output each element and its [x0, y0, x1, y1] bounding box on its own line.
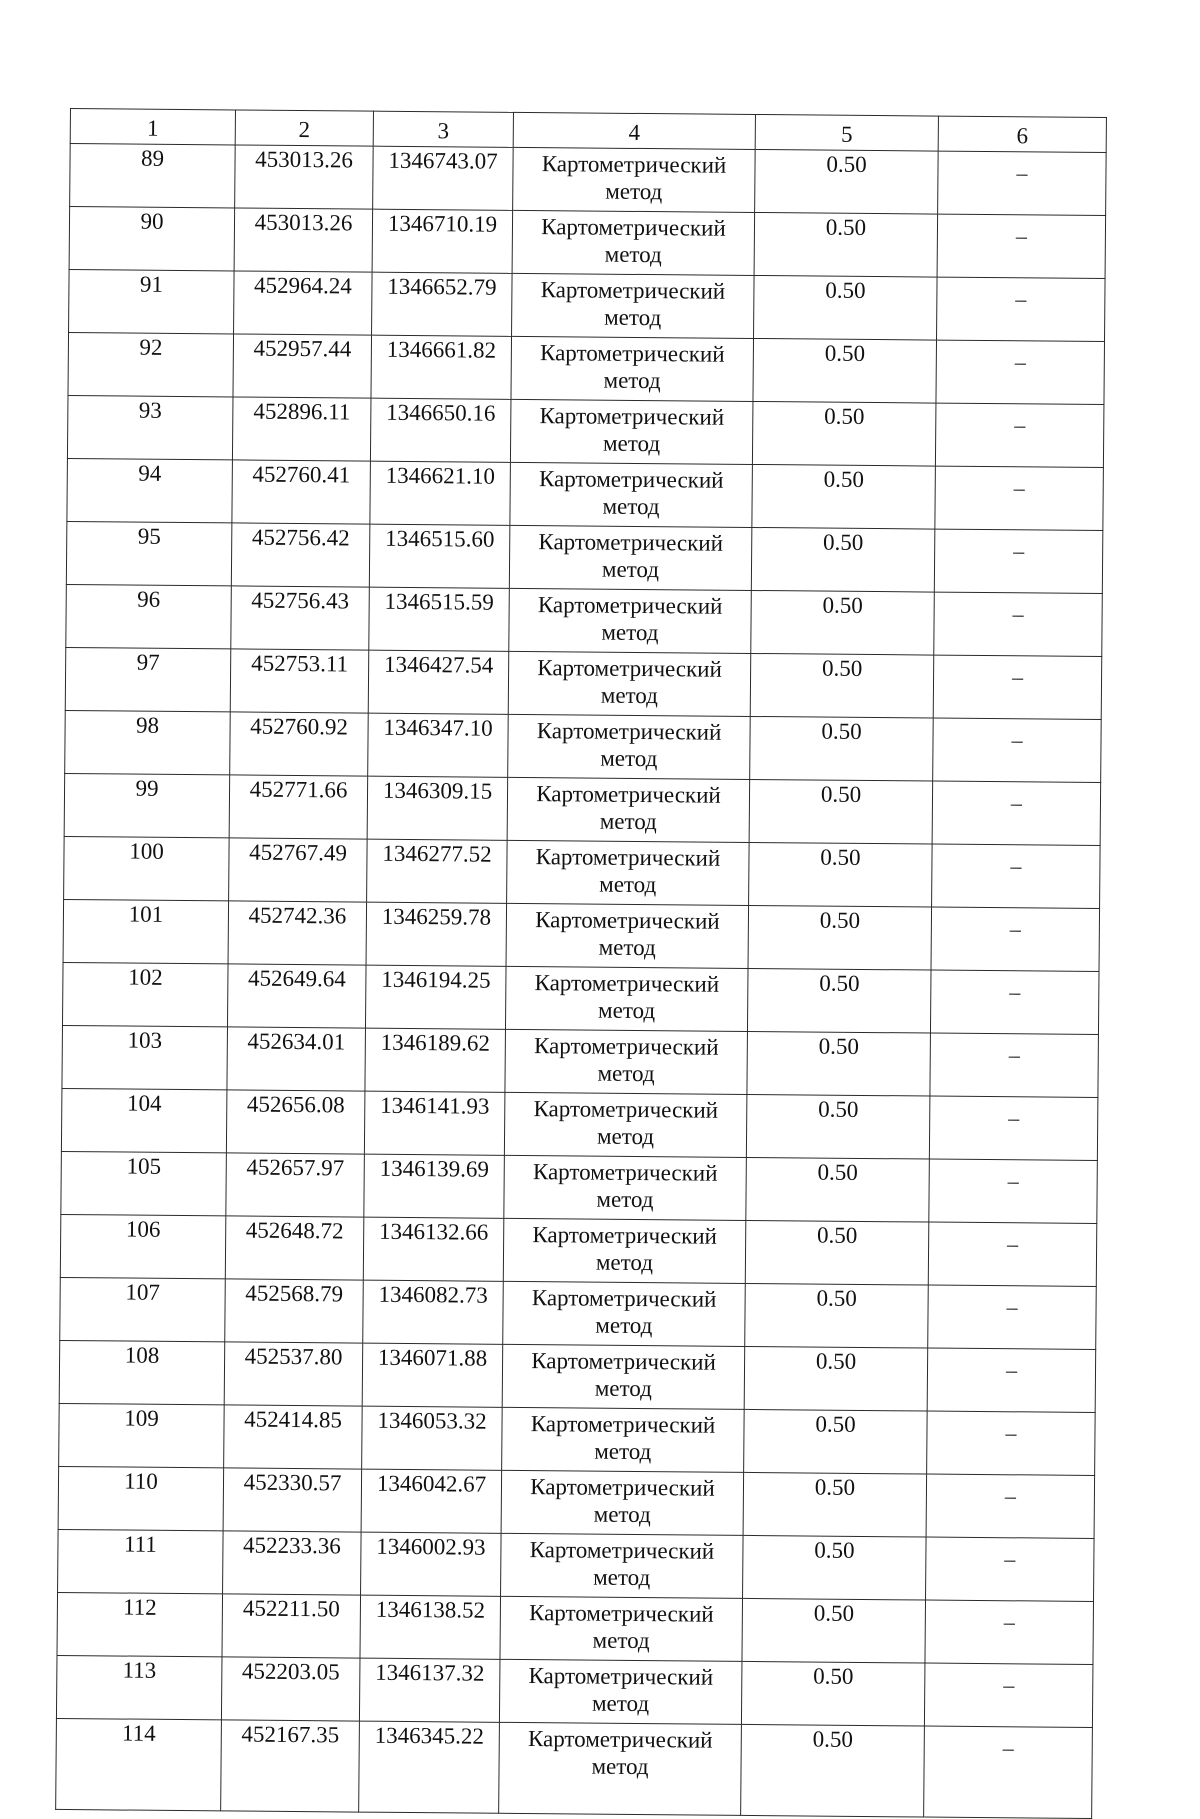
x-coordinate-cell: 452657.97 — [226, 1153, 365, 1217]
note-cell: – — [933, 718, 1102, 782]
table-body — [56, 144, 1106, 1819]
method-cell: Картометрический метод — [499, 1659, 742, 1724]
method-cell: Картометрический метод — [510, 399, 753, 464]
point-number-cell: 105 — [61, 1151, 227, 1215]
note-cell: – — [935, 403, 1104, 467]
method-cell: Картометрический метод — [513, 147, 756, 212]
y-coordinate-cell: 1346661.82 — [371, 335, 512, 399]
x-coordinate-cell: 452656.08 — [226, 1090, 365, 1154]
note-cell: – — [927, 1348, 1096, 1412]
y-coordinate-cell: 1346053.32 — [362, 1406, 503, 1470]
note-cell: – — [926, 1537, 1095, 1601]
accuracy-cell: 0.50 — [752, 464, 936, 529]
method-cell: Картометрический метод — [507, 840, 750, 905]
method-cell: Картометрический метод — [502, 1344, 745, 1409]
table-row — [62, 1025, 1099, 1097]
table-row — [69, 269, 1106, 341]
accuracy-cell: 0.50 — [747, 1031, 931, 1096]
y-coordinate-cell: 1346347.10 — [368, 713, 509, 777]
table-row — [58, 1466, 1095, 1538]
table-row — [70, 144, 1107, 216]
x-coordinate-cell: 452167.35 — [221, 1720, 360, 1812]
y-coordinate-cell: 1346621.10 — [370, 461, 511, 525]
note-cell: – — [928, 1285, 1097, 1349]
accuracy-cell: 0.50 — [750, 716, 934, 781]
note-cell: – — [924, 1726, 1093, 1818]
note-cell: – — [931, 907, 1100, 971]
table-row — [58, 1529, 1095, 1601]
point-number-cell: 96 — [66, 584, 232, 648]
note-cell: – — [938, 151, 1107, 215]
x-coordinate-cell: 453013.26 — [234, 208, 373, 272]
x-coordinate-cell: 452648.72 — [225, 1216, 364, 1280]
accuracy-cell: 0.50 — [741, 1724, 925, 1817]
accuracy-cell: 0.50 — [745, 1220, 929, 1285]
y-coordinate-cell: 1346189.62 — [365, 1028, 506, 1092]
method-cell: Картометрический метод — [506, 903, 749, 968]
accuracy-cell: 0.50 — [751, 590, 935, 655]
point-number-cell: 92 — [68, 332, 234, 396]
accuracy-cell: 0.50 — [754, 275, 938, 340]
table-row — [67, 458, 1104, 530]
x-coordinate-cell: 452760.92 — [230, 712, 369, 776]
coordinates-table — [55, 108, 1107, 1819]
accuracy-cell: 0.50 — [755, 149, 939, 214]
method-cell: Картометрический метод — [508, 714, 751, 779]
header-col-5: 5 — [755, 114, 938, 151]
note-cell: – — [937, 277, 1106, 341]
table-row — [69, 207, 1106, 279]
y-coordinate-cell: 1346652.79 — [372, 272, 513, 336]
note-cell: – — [929, 1096, 1098, 1160]
table-row — [62, 962, 1099, 1034]
note-cell: – — [932, 844, 1101, 908]
method-cell: Картометрический метод — [512, 273, 755, 338]
method-cell: Картометрический метод — [510, 462, 753, 527]
x-coordinate-cell: 452767.49 — [229, 838, 368, 902]
accuracy-cell: 0.50 — [754, 212, 938, 277]
y-coordinate-cell: 1346042.67 — [361, 1469, 502, 1533]
note-cell: – — [925, 1600, 1094, 1664]
method-cell: Картометрический метод — [503, 1281, 746, 1346]
point-number-cell: 89 — [70, 144, 236, 208]
x-coordinate-cell: 452957.44 — [233, 334, 372, 398]
x-coordinate-cell: 452568.79 — [225, 1279, 364, 1343]
accuracy-cell: 0.50 — [744, 1409, 928, 1474]
point-number-cell: 97 — [65, 647, 231, 711]
table-row — [61, 1088, 1098, 1160]
y-coordinate-cell: 1346277.52 — [367, 839, 508, 903]
note-cell: – — [929, 1159, 1098, 1223]
x-coordinate-cell: 452760.41 — [232, 460, 371, 524]
y-coordinate-cell: 1346710.19 — [372, 209, 513, 273]
point-number-cell: 100 — [64, 836, 230, 900]
method-cell: Картометрический метод — [511, 336, 754, 401]
point-number-cell: 102 — [62, 962, 228, 1026]
x-coordinate-cell: 452211.50 — [222, 1594, 361, 1658]
method-cell: Картометрический метод — [512, 210, 755, 275]
y-coordinate-cell: 1346082.73 — [363, 1280, 504, 1344]
x-coordinate-cell: 452756.43 — [231, 586, 370, 650]
method-cell: Картометрический метод — [509, 588, 752, 653]
method-cell: Картометрический метод — [499, 1722, 742, 1815]
accuracy-cell: 0.50 — [750, 653, 934, 718]
point-number-cell: 110 — [58, 1466, 224, 1530]
note-cell: – — [930, 1033, 1099, 1097]
point-number-cell: 91 — [69, 269, 235, 333]
x-coordinate-cell: 452537.80 — [224, 1342, 363, 1406]
note-cell: – — [936, 340, 1105, 404]
x-coordinate-cell: 452756.42 — [231, 523, 370, 587]
accuracy-cell: 0.50 — [749, 779, 933, 844]
method-cell: Картометрический метод — [504, 1155, 747, 1220]
point-number-cell: 99 — [64, 773, 230, 837]
y-coordinate-cell: 1346515.60 — [369, 524, 510, 588]
header-col-2: 2 — [235, 110, 373, 146]
method-cell: Картометрический метод — [502, 1407, 745, 1472]
table-row — [63, 899, 1100, 971]
point-number-cell: 94 — [67, 458, 233, 522]
y-coordinate-cell: 1346137.32 — [359, 1658, 500, 1722]
table-row — [59, 1340, 1096, 1412]
point-number-cell: 95 — [66, 521, 232, 585]
x-coordinate-cell: 452414.85 — [224, 1405, 363, 1469]
note-cell: – — [926, 1474, 1095, 1538]
note-cell: – — [930, 970, 1099, 1034]
note-cell: – — [934, 529, 1103, 593]
header-col-6: 6 — [938, 116, 1106, 152]
x-coordinate-cell: 452634.01 — [227, 1027, 366, 1091]
note-cell: – — [937, 214, 1106, 278]
y-coordinate-cell: 1346650.16 — [370, 398, 511, 462]
method-cell: Картометрический метод — [507, 777, 750, 842]
header-col-3: 3 — [373, 111, 513, 147]
y-coordinate-cell: 1346194.25 — [365, 965, 506, 1029]
header-col-4: 4 — [513, 112, 755, 149]
accuracy-cell: 0.50 — [752, 401, 936, 466]
table-row — [65, 710, 1102, 782]
point-number-cell: 108 — [59, 1340, 225, 1404]
accuracy-cell: 0.50 — [749, 842, 933, 907]
y-coordinate-cell: 1346427.54 — [368, 650, 509, 714]
y-coordinate-cell: 1346743.07 — [373, 146, 514, 210]
y-coordinate-cell: 1346138.52 — [360, 1595, 501, 1659]
method-cell: Картометрический метод — [500, 1596, 743, 1661]
accuracy-cell: 0.50 — [751, 527, 935, 592]
point-number-cell: 103 — [62, 1025, 228, 1089]
accuracy-cell: 0.50 — [741, 1661, 925, 1726]
x-coordinate-cell: 452203.05 — [221, 1657, 360, 1721]
point-number-cell: 111 — [58, 1529, 224, 1593]
table-row — [56, 1655, 1093, 1727]
method-cell: Картометрический метод — [505, 1029, 748, 1094]
table-row — [66, 584, 1103, 656]
table-row — [66, 521, 1103, 593]
accuracy-cell: 0.50 — [742, 1598, 926, 1663]
method-cell: Картометрический метод — [501, 1533, 744, 1598]
table-row — [64, 773, 1101, 845]
accuracy-cell: 0.50 — [745, 1283, 929, 1348]
table-row — [59, 1403, 1096, 1475]
x-coordinate-cell: 452330.57 — [223, 1468, 362, 1532]
note-cell: – — [932, 781, 1101, 845]
x-coordinate-cell: 452964.24 — [234, 271, 373, 335]
x-coordinate-cell: 452896.11 — [232, 397, 371, 461]
y-coordinate-cell: 1346515.59 — [369, 587, 510, 651]
note-cell: – — [934, 592, 1103, 656]
point-number-cell: 112 — [57, 1592, 223, 1656]
point-number-cell: 90 — [69, 207, 235, 271]
accuracy-cell: 0.50 — [753, 338, 937, 403]
x-coordinate-cell: 452233.36 — [223, 1531, 362, 1595]
table-row — [60, 1277, 1097, 1349]
point-number-cell: 113 — [56, 1655, 222, 1719]
point-number-cell: 106 — [60, 1214, 226, 1278]
x-coordinate-cell: 452771.66 — [229, 775, 368, 839]
y-coordinate-cell: 1346345.22 — [359, 1721, 500, 1813]
header-col-1: 1 — [70, 109, 235, 145]
method-cell: Картометрический метод — [501, 1470, 744, 1535]
table-row — [56, 1718, 1093, 1818]
accuracy-cell: 0.50 — [744, 1346, 928, 1411]
point-number-cell: 107 — [60, 1277, 226, 1341]
note-cell: – — [933, 655, 1102, 719]
y-coordinate-cell: 1346132.66 — [363, 1217, 504, 1281]
y-coordinate-cell: 1346139.69 — [364, 1154, 505, 1218]
point-number-cell: 98 — [65, 710, 231, 774]
table-row — [67, 395, 1104, 467]
table-row — [64, 836, 1101, 908]
note-cell: – — [927, 1411, 1096, 1475]
method-cell: Картометрический метод — [503, 1218, 746, 1283]
method-cell: Картометрический метод — [505, 966, 748, 1031]
table-row — [60, 1214, 1097, 1286]
method-cell: Картометрический метод — [509, 525, 752, 590]
table-row — [65, 647, 1102, 719]
accuracy-cell: 0.50 — [743, 1535, 927, 1600]
accuracy-cell: 0.50 — [746, 1094, 930, 1159]
method-cell: Картометрический метод — [504, 1092, 747, 1157]
note-cell: – — [935, 466, 1104, 530]
y-coordinate-cell: 1346141.93 — [364, 1091, 505, 1155]
point-number-cell: 104 — [61, 1088, 227, 1152]
x-coordinate-cell: 453013.26 — [235, 145, 374, 209]
accuracy-cell: 0.50 — [748, 905, 932, 970]
point-number-cell: 114 — [56, 1718, 222, 1810]
x-coordinate-cell: 452753.11 — [230, 649, 369, 713]
x-coordinate-cell: 452649.64 — [227, 964, 366, 1028]
note-cell: – — [928, 1222, 1097, 1286]
y-coordinate-cell: 1346071.88 — [362, 1343, 503, 1407]
point-number-cell: 109 — [59, 1403, 225, 1467]
point-number-cell: 101 — [63, 899, 229, 963]
point-number-cell: 93 — [67, 395, 233, 459]
accuracy-cell: 0.50 — [747, 968, 931, 1033]
y-coordinate-cell: 1346002.93 — [361, 1532, 502, 1596]
accuracy-cell: 0.50 — [743, 1472, 927, 1537]
method-cell: Картометрический метод — [508, 651, 751, 716]
accuracy-cell: 0.50 — [746, 1157, 930, 1222]
y-coordinate-cell: 1346309.15 — [367, 776, 508, 840]
table-row — [57, 1592, 1094, 1664]
table-row — [61, 1151, 1098, 1223]
note-cell: – — [924, 1663, 1093, 1727]
table-row — [68, 332, 1105, 404]
x-coordinate-cell: 452742.36 — [228, 901, 367, 965]
y-coordinate-cell: 1346259.78 — [366, 902, 507, 966]
